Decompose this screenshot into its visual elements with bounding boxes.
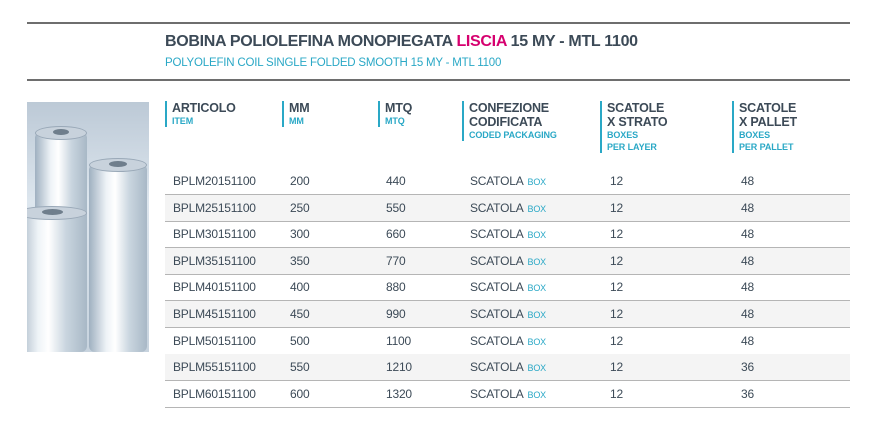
coil-roll-middle (27, 212, 87, 352)
cell-mtq (386, 280, 405, 294)
table-row (165, 381, 850, 408)
header-strato-en2: PER LAYER (607, 142, 657, 152)
cell-pallet (741, 387, 754, 401)
header-mtq-en: MTQ (385, 116, 405, 126)
header-scatole-strato (600, 101, 667, 153)
header-rule (27, 79, 850, 81)
cell-pallet (741, 227, 754, 241)
header-articolo-en: ITEM (172, 116, 194, 126)
cell-mm (290, 201, 309, 215)
cell-pallet (741, 280, 754, 294)
header-articolo-it: ARTICOLO (172, 101, 236, 115)
header-pallet-it2: X PALLET (739, 115, 797, 129)
cell-pack (470, 334, 546, 348)
cell-pack-en: BOX (527, 389, 546, 400)
cell-code-text: BPLM30151100 (173, 227, 256, 242)
cell-pallet-text: 48 (741, 333, 754, 348)
header-mm-en: MM (289, 116, 304, 126)
cell-layer (610, 307, 623, 321)
table-row (165, 248, 850, 275)
cell-layer-text: 12 (610, 227, 623, 242)
cell-mtq-text: 440 (386, 174, 406, 188)
cell-mm-text: 300 (290, 227, 310, 242)
cell-pack-text: SCATOLA (470, 386, 524, 401)
cell-pack-text: SCATOLA (470, 333, 524, 348)
cell-code-text: BPLM40151100 (173, 280, 256, 295)
header-confezione-it2: CODIFICATA (469, 115, 543, 129)
cell-layer-text: 12 (610, 307, 623, 321)
cell-pack-en: BOX (527, 256, 546, 267)
cell-code-text: BPLM20151100 (173, 174, 256, 188)
cell-mm (290, 387, 309, 401)
cell-pack-en: BOX (527, 363, 546, 374)
table-row (165, 274, 850, 301)
product-photo (27, 102, 149, 352)
cell-mtq (386, 201, 405, 215)
cell-mm (290, 307, 309, 321)
header-scatole-pallet (732, 101, 797, 153)
cell-layer-text: 12 (610, 280, 623, 295)
cell-layer (610, 201, 623, 215)
cell-pack-text: SCATOLA (470, 253, 524, 268)
cell-pack-text: SCATOLA (470, 360, 524, 375)
cell-pack-en: BOX (527, 283, 546, 294)
cell-pack-en: BOX (527, 336, 546, 347)
cell-mtq (386, 387, 412, 401)
cell-pack-text: SCATOLA (470, 174, 524, 188)
cell-mm-text: 600 (290, 386, 310, 401)
cell-pack (470, 201, 546, 215)
table-row (165, 195, 850, 222)
cell-pack-text: SCATOLA (470, 280, 524, 295)
cell-mtq-text: 1100 (386, 333, 412, 348)
cell-mtq (386, 307, 405, 321)
cell-layer-text: 12 (610, 200, 623, 215)
table-row (165, 328, 850, 355)
title-accent: LISCIA (456, 33, 507, 50)
header-mm-it: MM (289, 101, 310, 115)
cell-mm-text: 350 (290, 253, 310, 268)
cell-code (173, 254, 256, 268)
cell-code (173, 280, 256, 294)
header-strato-it1: SCATOLE (607, 101, 665, 115)
cell-pack (470, 360, 546, 374)
cell-mm-text: 450 (290, 307, 310, 321)
table-row (165, 221, 850, 248)
cell-mm-text: 500 (290, 333, 310, 348)
title-rest: 15 MY - MTL 1100 (506, 33, 638, 50)
cell-pack (470, 174, 546, 188)
cell-pack (470, 280, 546, 294)
header-confezione-it1: CONFEZIONE (469, 101, 549, 115)
cell-pallet (741, 334, 754, 348)
cell-code (173, 360, 256, 374)
cell-mtq-text: 770 (386, 253, 406, 268)
table-row (165, 301, 850, 328)
cell-pack (470, 307, 546, 321)
cell-code (173, 307, 256, 321)
cell-pallet-text: 48 (741, 280, 754, 295)
cell-layer-text: 12 (610, 333, 623, 348)
header-confezione-en: CODED PACKAGING (469, 130, 557, 140)
cell-mtq-text: 880 (386, 280, 406, 295)
cell-mtq (386, 254, 405, 268)
cell-mtq (386, 174, 405, 188)
cell-pallet-text: 48 (741, 227, 754, 242)
cell-mm (290, 334, 309, 348)
cell-pallet (741, 360, 754, 374)
cell-mtq-text: 550 (386, 200, 406, 215)
cell-layer-text: 12 (610, 386, 623, 401)
header-mtq (378, 101, 412, 127)
cell-code-text: BPLM50151100 (173, 333, 256, 348)
cell-layer (610, 334, 623, 348)
header-pallet-en1: BOXES (739, 130, 771, 140)
cell-code (173, 387, 256, 401)
cell-mtq-text: 660 (386, 227, 406, 242)
header-mtq-it: MTQ (385, 101, 413, 115)
cell-code-text: BPLM60151100 (173, 386, 256, 401)
cell-pack-text: SCATOLA (470, 227, 524, 242)
header-strato-en1: BOXES (607, 130, 639, 140)
cell-mm-text: 250 (290, 200, 310, 215)
cell-pallet (741, 254, 754, 268)
cell-layer-text: 12 (610, 253, 623, 268)
page-subtitle: POLYOLEFIN COIL SINGLE FOLDED SMOOTH 15 MY - MTL 1100 (165, 57, 502, 69)
cell-pack-text: SCATOLA (470, 307, 524, 321)
cell-mtq-text: 1320 (386, 386, 412, 401)
page-title (165, 33, 638, 51)
cell-pallet-text: 48 (741, 307, 754, 321)
cell-pallet (741, 174, 754, 188)
cell-layer (610, 280, 623, 294)
cell-mm (290, 360, 309, 374)
cell-pallet (741, 201, 754, 215)
title-main: BOBINA POLIOLEFINA MONOPIEGATA (165, 33, 457, 50)
cell-mtq-text: 1210 (386, 360, 412, 375)
cell-code-text: BPLM45151100 (173, 307, 256, 321)
cell-code (173, 174, 256, 188)
cell-pack-en: BOX (527, 310, 546, 320)
table-row (165, 168, 850, 195)
cell-layer-text: 12 (610, 174, 623, 188)
cell-layer (610, 174, 623, 188)
header-mm (282, 101, 309, 127)
cell-mm-text: 550 (290, 360, 310, 375)
cell-code (173, 227, 256, 241)
cell-mm (290, 254, 309, 268)
cell-code (173, 201, 256, 215)
top-rule (27, 22, 850, 24)
cell-code-text: BPLM55151100 (173, 360, 256, 375)
table-row (165, 354, 850, 381)
cell-layer (610, 227, 623, 241)
cell-layer (610, 360, 623, 374)
cell-code-text: BPLM35151100 (173, 253, 256, 268)
cell-pallet-text: 48 (741, 200, 754, 215)
header-strato-it2: X STRATO (607, 115, 668, 129)
header-pallet-en2: PER PALLET (739, 142, 794, 152)
cell-pack-text: SCATOLA (470, 200, 524, 215)
cell-pallet (741, 307, 754, 321)
cell-pallet-text: 48 (741, 253, 754, 268)
cell-code-text: BPLM25151100 (173, 200, 256, 215)
cell-layer-text: 12 (610, 360, 623, 375)
cell-mtq (386, 227, 405, 241)
cell-mm (290, 280, 309, 294)
cell-mm-text: 400 (290, 280, 310, 295)
cell-layer (610, 387, 623, 401)
cell-pack (470, 387, 546, 401)
cell-mtq (386, 360, 412, 374)
cell-mm (290, 174, 309, 188)
cell-pack-en: BOX (527, 203, 546, 214)
cell-pallet-text: 36 (741, 386, 754, 401)
cell-pallet-text: 36 (741, 360, 754, 375)
coil-roll-front (89, 164, 147, 352)
cell-code (173, 334, 256, 348)
cell-pallet-text: 48 (741, 174, 754, 188)
cell-mtq (386, 334, 411, 348)
cell-mm (290, 227, 309, 241)
header-confezione (462, 101, 557, 141)
cell-mtq-text: 990 (386, 307, 406, 321)
header-articolo (165, 101, 236, 127)
header-pallet-it1: SCATOLE (739, 101, 797, 115)
cell-pack-en: BOX (527, 230, 546, 241)
cell-pack-en: BOX (527, 177, 546, 187)
cell-mm-text: 200 (290, 174, 310, 188)
cell-pack (470, 227, 546, 241)
cell-layer (610, 254, 623, 268)
cell-pack (470, 254, 546, 268)
